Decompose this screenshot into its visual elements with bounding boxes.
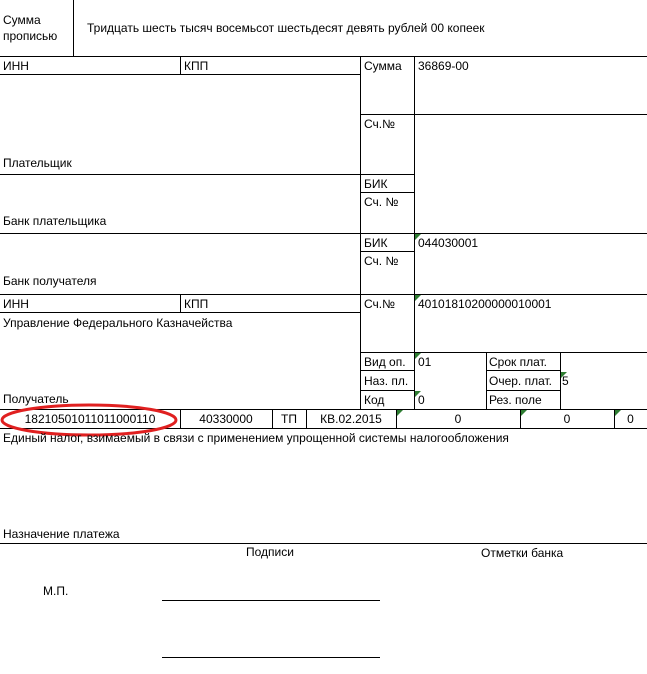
recipient-name: Управление Федерального Казначейства <box>3 316 233 330</box>
stamp-label: М.П. <box>43 584 69 598</box>
code-value: 0 <box>418 393 425 407</box>
line-optype-mid2 <box>360 390 414 391</box>
line-optype-mid2b <box>486 390 561 391</box>
op-type-label: Вид оп. <box>364 355 406 369</box>
line-optype-top <box>360 352 647 353</box>
amount-words-value: Тридцать шесть тысяч восемьсот шестьдесят девять рублей 00 копеек <box>87 21 485 35</box>
recipient-account-label: Сч.№ <box>364 297 395 311</box>
payer-inn-label: ИНН <box>3 59 29 73</box>
oktmo-value: 40330000 <box>199 412 253 426</box>
recipient-bik-label: БИК <box>364 236 388 250</box>
doc-number-value: 0 <box>454 412 462 426</box>
period-value: КВ.02.2015 <box>320 412 382 426</box>
line-inn-row <box>0 74 360 75</box>
payer-kpp-label: КПП <box>184 59 209 73</box>
line-payer <box>0 174 414 175</box>
pay-term-label: Срок плат. <box>489 355 548 369</box>
payer-bank-label: Банк плательщика <box>3 214 107 228</box>
line-optype-mid1 <box>360 370 414 371</box>
bank-marks-label: Отметки банка <box>481 546 564 560</box>
amount-words-divider <box>73 0 74 56</box>
line-payer-bank <box>0 233 647 234</box>
kbk-value: 18210501011011000110 <box>24 412 156 426</box>
recipient-bank-account-label: Сч. № <box>364 254 399 268</box>
line-recipient-bik <box>360 251 414 252</box>
code-label: Код <box>364 393 385 407</box>
line-payer-bik <box>360 192 414 193</box>
line-purpose <box>0 543 647 544</box>
recipient-account-value: 40101810200000010001 <box>418 297 552 311</box>
payer-label: Плательщик <box>3 156 72 170</box>
line-optype-mid1b <box>486 370 561 371</box>
payment-type-value: 0 <box>627 412 634 426</box>
line-sum <box>360 114 647 115</box>
order-value: 5 <box>562 374 569 388</box>
op-type-value: 01 <box>418 355 432 369</box>
payer-bank-account-label: Сч. № <box>364 195 399 209</box>
payer-bik-label: БИК <box>364 177 388 191</box>
divider-kpp-2 <box>180 294 181 312</box>
divider-kpp-1 <box>180 56 181 74</box>
line-top-block <box>0 56 647 57</box>
signatures-label: Подписи <box>246 545 294 559</box>
recipient-inn-label: ИНН <box>3 297 29 311</box>
line-recipient-bank <box>0 294 647 295</box>
divider-optype-1 <box>486 352 487 409</box>
line-recipient-inn <box>0 312 360 313</box>
doc-date-value: 0 <box>563 412 571 426</box>
sum-value: 36869-00 <box>418 59 469 73</box>
divider-optype-2 <box>560 352 561 409</box>
amount-words-label-1: Сумма <box>3 13 41 27</box>
recipient-bank-label: Банк получателя <box>3 274 97 288</box>
sum-label: Сумма <box>364 59 402 73</box>
purpose-text: Единый налог, взимаемый в связи с применением упрощенной системы налогообложения <box>3 431 509 445</box>
recipient-bik-value: 044030001 <box>418 236 479 250</box>
recipient-label: Получатель <box>3 392 69 406</box>
recipient-kpp-label: КПП <box>184 297 209 311</box>
payer-account-label: Сч.№ <box>364 117 395 131</box>
basis-value: ТП <box>281 412 297 426</box>
signature-line-1 <box>162 600 380 601</box>
amount-words-label-2: прописью <box>3 29 58 43</box>
order-label: Очер. плат. <box>489 374 553 388</box>
reserve-label: Рез. поле <box>489 393 542 407</box>
signature-line-2 <box>162 657 380 658</box>
purpose-label: Назначение платежа <box>3 527 120 541</box>
purpose-code-label: Наз. пл. <box>364 374 409 388</box>
